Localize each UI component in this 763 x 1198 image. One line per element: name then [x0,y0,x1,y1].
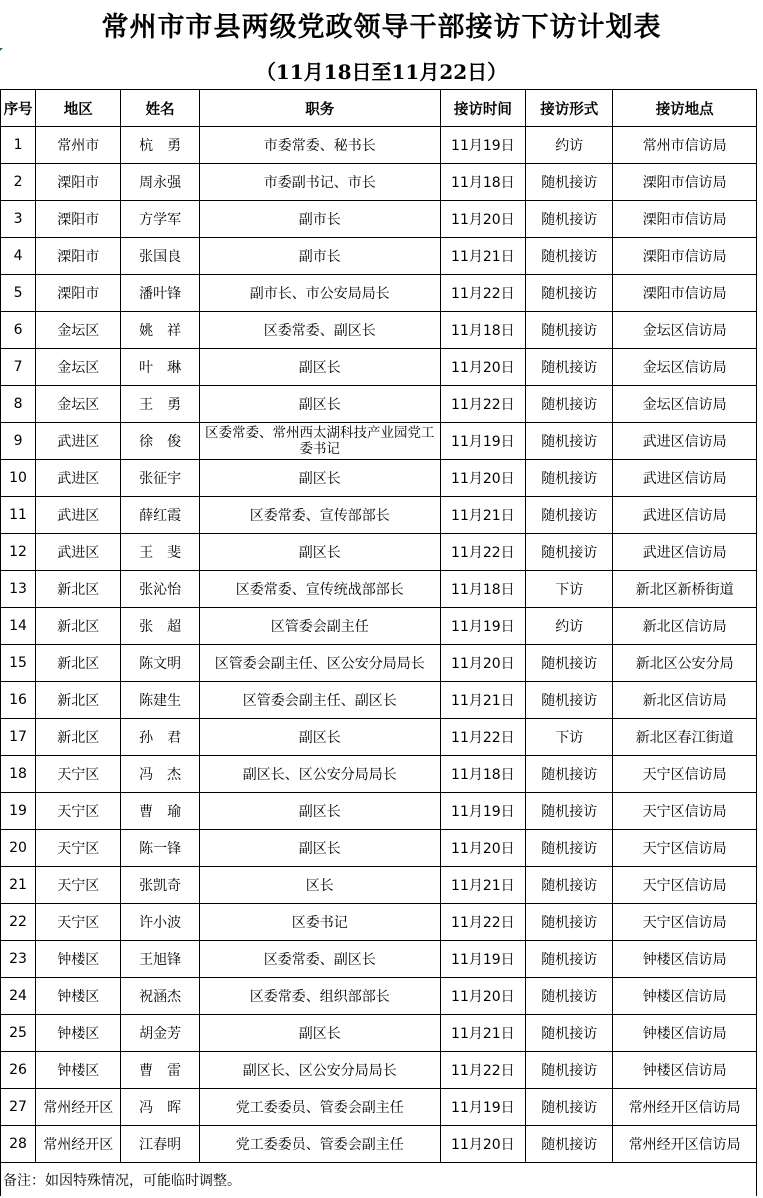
serial-cell: 24 [1,978,36,1015]
table-row [1,164,757,201]
table-row [1,571,757,608]
form-cell: 随机接访 [526,867,613,904]
cell-marker [0,48,3,51]
time-cell: 11月20日 [440,1126,525,1163]
page-title: 常州市市县两级党政领导干部接访下访计划表 [101,12,662,43]
table-row [1,238,757,275]
form-cell: 随机接访 [526,312,613,349]
table-row [1,460,757,497]
form-cell: 下访 [526,719,613,756]
position-cell: 副市长、市公安局局长 [199,275,440,312]
location-cell: 钟楼区信访局 [613,1052,757,1089]
location-cell: 常州市信访局 [613,127,757,164]
time-cell: 11月19日 [440,423,525,460]
header-region: 地区 [36,90,121,127]
name-cell: 祝涵杰 [121,978,199,1015]
table-row [1,978,757,1015]
region-cell: 新北区 [36,571,121,608]
table-row [1,941,757,978]
location-cell: 天宁区信访局 [613,830,757,867]
position-cell: 市委副书记、市长 [199,164,440,201]
table-row [1,1089,757,1126]
time-cell: 11月22日 [440,904,525,941]
position-cell: 副区长 [199,830,440,867]
table-row [1,1015,757,1052]
name-cell: 方学军 [121,201,199,238]
serial-cell: 15 [1,645,36,682]
position-cell: 副区长、区公安分局局长 [199,756,440,793]
serial-cell: 20 [1,830,36,867]
serial-cell: 2 [1,164,36,201]
serial-cell: 10 [1,460,36,497]
time-cell: 11月18日 [440,164,525,201]
form-cell: 随机接访 [526,386,613,423]
time-cell: 11月21日 [440,1015,525,1052]
serial-cell: 12 [1,534,36,571]
time-cell: 11月22日 [440,1052,525,1089]
header-location: 接访地点 [613,90,757,127]
position-cell: 副区长、区公安分局局长 [199,1052,440,1089]
time-cell: 11月19日 [440,608,525,645]
form-cell: 随机接访 [526,1089,613,1126]
position-cell: 区委常委、组织部部长 [199,978,440,1015]
time-cell: 11月20日 [440,349,525,386]
location-cell: 钟楼区信访局 [613,978,757,1015]
location-cell: 金坛区信访局 [613,349,757,386]
serial-cell: 3 [1,201,36,238]
position-cell: 区管委会副主任、区公安分局局长 [199,645,440,682]
name-cell: 陈一锋 [121,830,199,867]
form-cell: 随机接访 [526,1052,613,1089]
name-cell: 姚 祥 [121,312,199,349]
position-cell: 区委书记 [199,904,440,941]
region-cell: 金坛区 [36,386,121,423]
table-row [1,719,757,756]
location-cell: 新北区公安分局 [613,645,757,682]
name-cell: 周永强 [121,164,199,201]
location-cell: 武进区信访局 [613,497,757,534]
region-cell: 金坛区 [36,312,121,349]
form-cell: 随机接访 [526,978,613,1015]
time-cell: 11月18日 [440,756,525,793]
region-cell: 天宁区 [36,904,121,941]
serial-cell: 27 [1,1089,36,1126]
region-cell: 金坛区 [36,349,121,386]
region-cell: 武进区 [36,423,121,460]
position-cell: 区长 [199,867,440,904]
serial-cell: 13 [1,571,36,608]
date-range-subtitle: （11月18日至11月22日） [255,60,508,84]
region-cell: 钟楼区 [36,1015,121,1052]
note-row [1,1163,757,1197]
location-cell: 钟楼区信访局 [613,1015,757,1052]
location-cell: 武进区信访局 [613,460,757,497]
position-cell: 区委常委、副区长 [199,312,440,349]
position-cell: 副市长 [199,201,440,238]
table-row [1,312,757,349]
form-cell: 随机接访 [526,423,613,460]
table-row [1,645,757,682]
header-serial: 序号 [1,90,36,127]
time-cell: 11月22日 [440,386,525,423]
table-row [1,904,757,941]
table-row [1,127,757,164]
form-cell: 随机接访 [526,645,613,682]
serial-cell: 8 [1,386,36,423]
location-cell: 溧阳市信访局 [613,238,757,275]
name-cell: 曹 瑜 [121,793,199,830]
table-row [1,867,757,904]
name-cell: 陈建生 [121,682,199,719]
time-cell: 11月19日 [440,1089,525,1126]
time-cell: 11月19日 [440,793,525,830]
time-cell: 11月21日 [440,867,525,904]
time-cell: 11月18日 [440,571,525,608]
serial-cell: 18 [1,756,36,793]
name-cell: 张国良 [121,238,199,275]
serial-cell: 16 [1,682,36,719]
serial-cell: 26 [1,1052,36,1089]
position-cell: 副区长 [199,719,440,756]
time-cell: 11月22日 [440,534,525,571]
form-cell: 约访 [526,608,613,645]
name-cell: 张沁怡 [121,571,199,608]
serial-cell: 4 [1,238,36,275]
time-cell: 11月19日 [440,127,525,164]
name-cell: 薛红霞 [121,497,199,534]
form-cell: 下访 [526,571,613,608]
time-cell: 11月20日 [440,830,525,867]
time-cell: 11月21日 [440,238,525,275]
region-cell: 新北区 [36,608,121,645]
serial-cell: 1 [1,127,36,164]
region-cell: 常州市 [36,127,121,164]
position-cell: 区委常委、宣传统战部部长 [199,571,440,608]
region-cell: 溧阳市 [36,238,121,275]
position-cell: 副区长 [199,349,440,386]
location-cell: 溧阳市信访局 [613,201,757,238]
form-cell: 随机接访 [526,941,613,978]
position-cell: 党工委委员、管委会副主任 [199,1089,440,1126]
location-cell: 武进区信访局 [613,534,757,571]
region-cell: 新北区 [36,682,121,719]
serial-cell: 7 [1,349,36,386]
location-cell: 新北区信访局 [613,608,757,645]
location-cell: 新北区新桥街道 [613,571,757,608]
table-row [1,534,757,571]
header-form: 接访形式 [526,90,613,127]
location-cell: 武进区信访局 [613,423,757,460]
position-cell: 区管委会副主任 [199,608,440,645]
form-cell: 随机接访 [526,460,613,497]
location-cell: 钟楼区信访局 [613,941,757,978]
table-row [1,682,757,719]
name-cell: 张 超 [121,608,199,645]
table-row [1,386,757,423]
serial-cell: 19 [1,793,36,830]
position-cell: 副区长 [199,460,440,497]
position-cell: 副市长 [199,238,440,275]
position-cell: 副区长 [199,534,440,571]
position-cell: 副区长 [199,386,440,423]
name-cell: 胡金芳 [121,1015,199,1052]
table-header-row [1,90,757,127]
serial-cell: 5 [1,275,36,312]
region-cell: 溧阳市 [36,275,121,312]
table-row [1,423,757,460]
position-cell: 区委常委、副区长 [199,941,440,978]
form-cell: 随机接访 [526,756,613,793]
location-cell: 溧阳市信访局 [613,275,757,312]
time-cell: 11月19日 [440,941,525,978]
location-cell: 常州经开区信访局 [613,1126,757,1163]
name-cell: 冯 晖 [121,1089,199,1126]
region-cell: 钟楼区 [36,941,121,978]
location-cell: 天宁区信访局 [613,904,757,941]
location-cell: 金坛区信访局 [613,312,757,349]
name-cell: 陈文明 [121,645,199,682]
name-cell: 叶 琳 [121,349,199,386]
name-cell: 王 勇 [121,386,199,423]
region-cell: 常州经开区 [36,1126,121,1163]
region-cell: 钟楼区 [36,978,121,1015]
position-cell: 区委常委、宣传部部长 [199,497,440,534]
form-cell: 随机接访 [526,904,613,941]
region-cell: 武进区 [36,497,121,534]
serial-cell: 17 [1,719,36,756]
form-cell: 随机接访 [526,238,613,275]
form-cell: 随机接访 [526,534,613,571]
name-cell: 王 斐 [121,534,199,571]
location-cell: 新北区春江街道 [613,719,757,756]
region-cell: 新北区 [36,645,121,682]
time-cell: 11月20日 [440,978,525,1015]
table-row [1,349,757,386]
serial-cell: 21 [1,867,36,904]
table-row [1,1126,757,1163]
form-cell: 约访 [526,127,613,164]
table-row [1,793,757,830]
location-cell: 天宁区信访局 [613,793,757,830]
region-cell: 新北区 [36,719,121,756]
form-cell: 随机接访 [526,1015,613,1052]
table-body [1,127,757,1163]
serial-cell: 25 [1,1015,36,1052]
region-cell: 钟楼区 [36,1052,121,1089]
position-cell: 区委常委、常州西太湖科技产业园党工委书记 [199,423,440,460]
name-cell: 江春明 [121,1126,199,1163]
position-cell: 党工委委员、管委会副主任 [199,1126,440,1163]
table-row [1,830,757,867]
location-cell: 溧阳市信访局 [613,164,757,201]
header-time: 接访时间 [440,90,525,127]
time-cell: 11月21日 [440,497,525,534]
time-cell: 11月20日 [440,645,525,682]
location-cell: 金坛区信访局 [613,386,757,423]
reception-schedule-table [0,89,757,1196]
position-cell: 副区长 [199,1015,440,1052]
time-cell: 11月18日 [440,312,525,349]
region-cell: 天宁区 [36,830,121,867]
name-cell: 孙 君 [121,719,199,756]
name-cell: 杭 勇 [121,127,199,164]
location-cell: 新北区信访局 [613,682,757,719]
form-cell: 随机接访 [526,164,613,201]
header-position: 职务 [199,90,440,127]
form-cell: 随机接访 [526,793,613,830]
location-cell: 常州经开区信访局 [613,1089,757,1126]
serial-cell: 22 [1,904,36,941]
form-cell: 随机接访 [526,201,613,238]
name-cell: 王旭锋 [121,941,199,978]
name-cell: 冯 杰 [121,756,199,793]
region-cell: 溧阳市 [36,201,121,238]
table-row [1,756,757,793]
location-cell: 天宁区信访局 [613,756,757,793]
serial-cell: 11 [1,497,36,534]
form-cell: 随机接访 [526,830,613,867]
serial-cell: 9 [1,423,36,460]
region-cell: 天宁区 [36,756,121,793]
header-name: 姓名 [121,90,199,127]
table-row [1,497,757,534]
table-row [1,275,757,312]
serial-cell: 28 [1,1126,36,1163]
table-row [1,608,757,645]
table-row [1,1052,757,1089]
serial-cell: 14 [1,608,36,645]
region-cell: 溧阳市 [36,164,121,201]
name-cell: 潘叶锋 [121,275,199,312]
name-cell: 许小波 [121,904,199,941]
position-cell: 区管委会副主任、副区长 [199,682,440,719]
region-cell: 武进区 [36,534,121,571]
serial-cell: 23 [1,941,36,978]
table-row [1,201,757,238]
position-cell: 副区长 [199,793,440,830]
form-cell: 随机接访 [526,349,613,386]
name-cell: 曹 雷 [121,1052,199,1089]
region-cell: 天宁区 [36,793,121,830]
time-cell: 11月22日 [440,275,525,312]
region-cell: 常州经开区 [36,1089,121,1126]
name-cell: 张凯奇 [121,867,199,904]
time-cell: 11月20日 [440,460,525,497]
time-cell: 11月21日 [440,682,525,719]
position-cell: 市委常委、秘书长 [199,127,440,164]
name-cell: 徐 俊 [121,423,199,460]
time-cell: 11月22日 [440,719,525,756]
form-cell: 随机接访 [526,1126,613,1163]
region-cell: 武进区 [36,460,121,497]
location-cell: 天宁区信访局 [613,867,757,904]
region-cell: 天宁区 [36,867,121,904]
form-cell: 随机接访 [526,275,613,312]
form-cell: 随机接访 [526,682,613,719]
form-cell: 随机接访 [526,497,613,534]
time-cell: 11月20日 [440,201,525,238]
serial-cell: 6 [1,312,36,349]
note-text: 备注：如因特殊情况，可能临时调整。 [1,1163,757,1197]
name-cell: 张征宇 [121,460,199,497]
